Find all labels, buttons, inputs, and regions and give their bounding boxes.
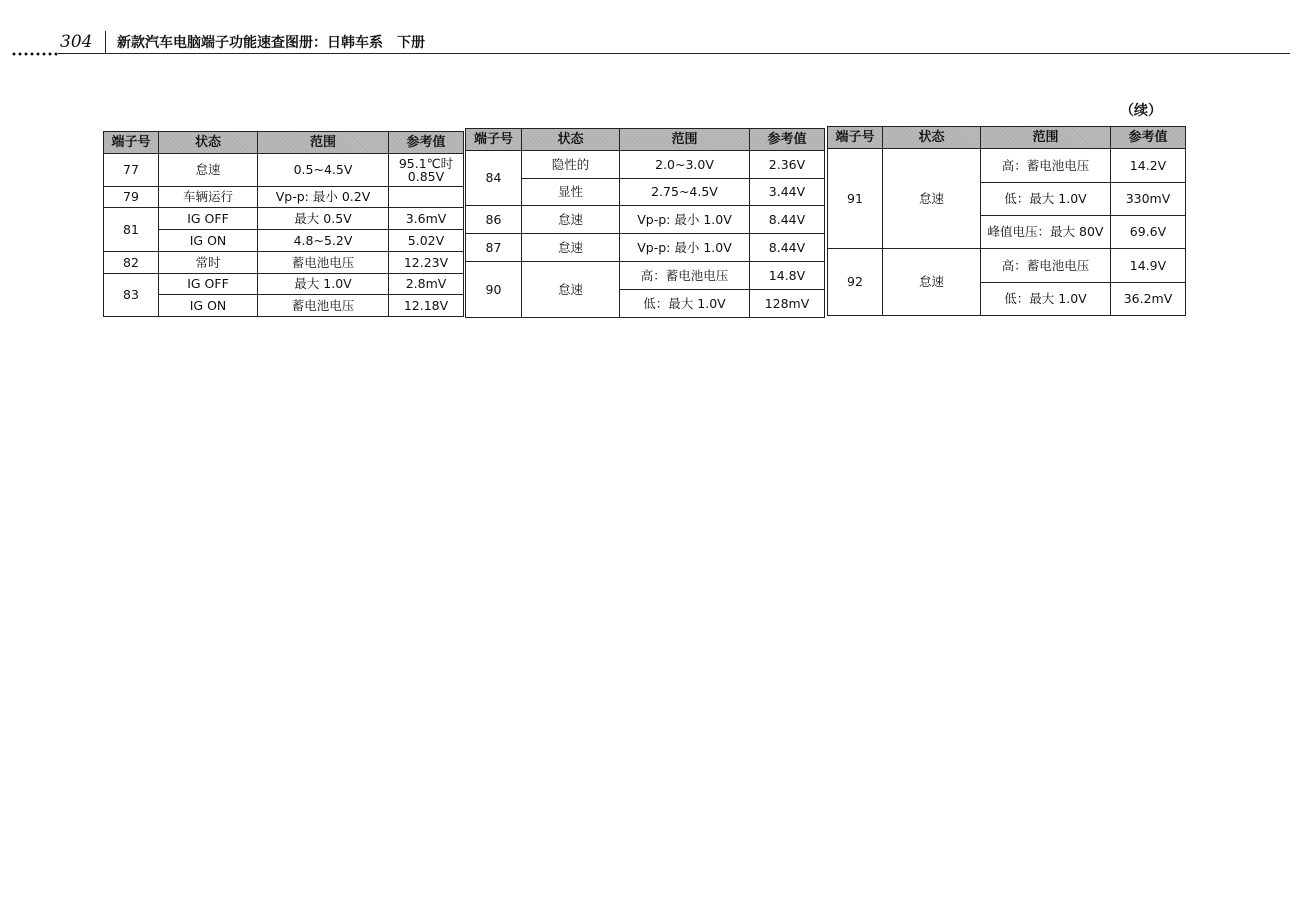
continued-label: （续） — [1120, 103, 1162, 119]
reference-cell: 14.9V — [1111, 249, 1186, 283]
reference-cell: 2.36V — [750, 151, 825, 179]
reference-cell: 2.8mV — [389, 274, 464, 295]
reference-cell: 12.23V — [389, 252, 464, 274]
page-number: 304 — [60, 32, 93, 52]
range-cell: 2.0~3.0V — [620, 151, 750, 179]
reference-cell: 14.8V — [750, 262, 825, 290]
header-range: 范围 — [981, 127, 1111, 149]
range-cell: 高：蓄电池电压 — [981, 149, 1111, 183]
range-cell: Vp-p: 最小 1.0V — [620, 206, 750, 234]
range-cell: Vp-p: 最小 1.0V — [620, 234, 750, 262]
table-row — [466, 151, 825, 179]
range-cell: 峰值电压：最大 80V — [981, 216, 1111, 249]
page-header — [0, 0, 1300, 60]
state-cell: 显性 — [522, 179, 620, 206]
header-reference: 参考值 — [1111, 127, 1186, 149]
table-row — [828, 149, 1186, 183]
header-reference: 参考值 — [389, 132, 464, 154]
table-row — [104, 154, 464, 187]
range-cell: 高：蓄电池电压 — [620, 262, 750, 290]
terminal-cell: 92 — [828, 249, 883, 316]
terminal-cell: 86 — [466, 206, 522, 234]
terminal-cell: 82 — [104, 252, 159, 274]
state-cell: 怠速 — [159, 154, 258, 187]
terminal-cell: 84 — [466, 151, 522, 206]
terminal-cell: 81 — [104, 208, 159, 252]
terminal-table-1 — [103, 131, 464, 317]
table-row — [828, 249, 1186, 283]
header-state: 状态 — [522, 129, 620, 151]
reference-cell: 36.2mV — [1111, 283, 1186, 316]
header-terminal: 端子号 — [466, 129, 522, 151]
table-row — [104, 208, 464, 230]
range-cell: 2.75~4.5V — [620, 179, 750, 206]
state-cell: IG ON — [159, 295, 258, 317]
state-cell: 怠速 — [522, 262, 620, 318]
terminal-cell: 90 — [466, 262, 522, 318]
reference-cell: 12.18V — [389, 295, 464, 317]
state-cell: 常时 — [159, 252, 258, 274]
terminal-cell: 87 — [466, 234, 522, 262]
state-cell: 怠速 — [522, 206, 620, 234]
state-cell: IG ON — [159, 230, 258, 252]
dotted-leader — [11, 52, 59, 56]
state-cell: 怠速 — [883, 149, 981, 249]
header-rule — [58, 53, 1290, 54]
table-header-row — [828, 127, 1186, 149]
range-cell: 低：最大 1.0V — [620, 290, 750, 318]
table-row — [466, 234, 825, 262]
header-reference: 参考值 — [750, 129, 825, 151]
terminal-table-3 — [827, 126, 1186, 316]
range-cell: 4.8~5.2V — [258, 230, 389, 252]
table-row — [466, 262, 825, 290]
range-cell: 蓄电池电压 — [258, 295, 389, 317]
range-cell: 蓄电池电压 — [258, 252, 389, 274]
reference-cell: 69.6V — [1111, 216, 1186, 249]
table-row — [466, 206, 825, 234]
reference-cell: 95.1℃时 0.85V — [389, 154, 464, 187]
reference-cell: 8.44V — [750, 234, 825, 262]
book-title: 新款汽车电脑端子功能速查图册：日韩车系 下册 — [117, 35, 425, 51]
range-cell: 低：最大 1.0V — [981, 183, 1111, 216]
state-cell: 隐性的 — [522, 151, 620, 179]
state-cell: IG OFF — [159, 208, 258, 230]
range-cell: 最大 1.0V — [258, 274, 389, 295]
reference-cell: 3.6mV — [389, 208, 464, 230]
state-cell: 车辆运行 — [159, 187, 258, 208]
terminal-cell: 83 — [104, 274, 159, 317]
header-range: 范围 — [620, 129, 750, 151]
reference-cell: 14.2V — [1111, 149, 1186, 183]
range-cell: 高：蓄电池电压 — [981, 249, 1111, 283]
terminal-cell: 91 — [828, 149, 883, 249]
terminal-cell: 79 — [104, 187, 159, 208]
header-range: 范围 — [258, 132, 389, 154]
reference-cell: 8.44V — [750, 206, 825, 234]
state-cell: 怠速 — [522, 234, 620, 262]
table-row — [104, 187, 464, 208]
reference-cell: 3.44V — [750, 179, 825, 206]
state-cell: IG OFF — [159, 274, 258, 295]
reference-cell — [389, 187, 464, 208]
header-state: 状态 — [159, 132, 258, 154]
table-row — [104, 252, 464, 274]
range-cell: 最大 0.5V — [258, 208, 389, 230]
terminal-cell: 77 — [104, 154, 159, 187]
header-state: 状态 — [883, 127, 981, 149]
table-header-row — [466, 129, 825, 151]
header-terminal: 端子号 — [104, 132, 159, 154]
range-cell: 低：最大 1.0V — [981, 283, 1111, 316]
range-cell: 0.5~4.5V — [258, 154, 389, 187]
reference-cell: 5.02V — [389, 230, 464, 252]
reference-cell: 128mV — [750, 290, 825, 318]
table-header-row — [104, 132, 464, 154]
reference-cell: 330mV — [1111, 183, 1186, 216]
state-cell: 怠速 — [883, 249, 981, 316]
header-divider — [105, 31, 106, 54]
range-cell: Vp-p: 最小 0.2V — [258, 187, 389, 208]
table-row — [104, 274, 464, 295]
terminal-table-2 — [465, 128, 825, 318]
header-terminal: 端子号 — [828, 127, 883, 149]
